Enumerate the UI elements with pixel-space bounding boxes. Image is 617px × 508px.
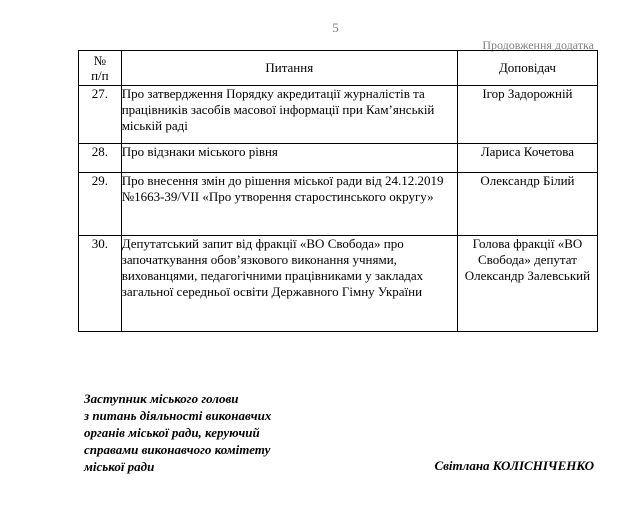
header-num-line2: п/п bbox=[91, 68, 109, 83]
header-topic: Питання bbox=[121, 51, 457, 86]
row-topic: Про відзнаки міського рівня bbox=[121, 144, 457, 173]
table-header-row bbox=[79, 51, 598, 86]
signature-line: з питань діяльності виконавчих bbox=[84, 408, 272, 423]
signature-line: органів міської ради, керуючий bbox=[84, 425, 260, 440]
table-row bbox=[79, 236, 598, 332]
row-num: 27. bbox=[79, 86, 122, 144]
row-speaker: Голова фракції «ВО Свобода» депутат Олександр Залевський bbox=[457, 236, 597, 332]
row-topic: Про затвердження Порядку акредитації журналістів та працівників засобів масової інформації при Кам’янській міській раді bbox=[121, 86, 457, 144]
table-row bbox=[79, 173, 598, 236]
row-speaker: Лариса Кочетова bbox=[457, 144, 597, 173]
row-speaker: Олександр Білий bbox=[457, 173, 597, 236]
header-num bbox=[79, 51, 122, 86]
header-num-line1: № bbox=[93, 53, 107, 68]
row-topic: Про внесення змін до рішення міської ради від 24.12.2019 №1663-39/VII «Про утворення старостинського округу» bbox=[121, 173, 457, 236]
continuation-note: Продовження додатка bbox=[482, 38, 594, 52]
signature-line: справами виконавчого комітету bbox=[84, 442, 271, 457]
signer-name: Світлана КОЛІСНІЧЕНКО bbox=[434, 458, 594, 473]
header-speaker: Доповідач bbox=[457, 51, 597, 86]
row-num: 29. bbox=[79, 173, 122, 236]
row-num: 30. bbox=[79, 236, 122, 332]
agenda-table bbox=[78, 50, 598, 332]
table-row bbox=[79, 86, 598, 144]
signature-line: міської ради bbox=[84, 459, 155, 474]
row-topic: Депутатський запит від фракції «ВО Свобода» про започаткування обов’язкового виконання учнями, вихованцями, педагогічними працівниками у закладах загальної середньої освіти Державного Гімну України bbox=[121, 236, 457, 332]
signature-position bbox=[84, 390, 271, 475]
row-speaker: Ігор Задорожній bbox=[457, 86, 597, 144]
signature-line: Заступник міського голови bbox=[84, 391, 239, 406]
table-row bbox=[79, 144, 598, 173]
page-number: 5 bbox=[332, 20, 339, 35]
row-num: 28. bbox=[79, 144, 122, 173]
